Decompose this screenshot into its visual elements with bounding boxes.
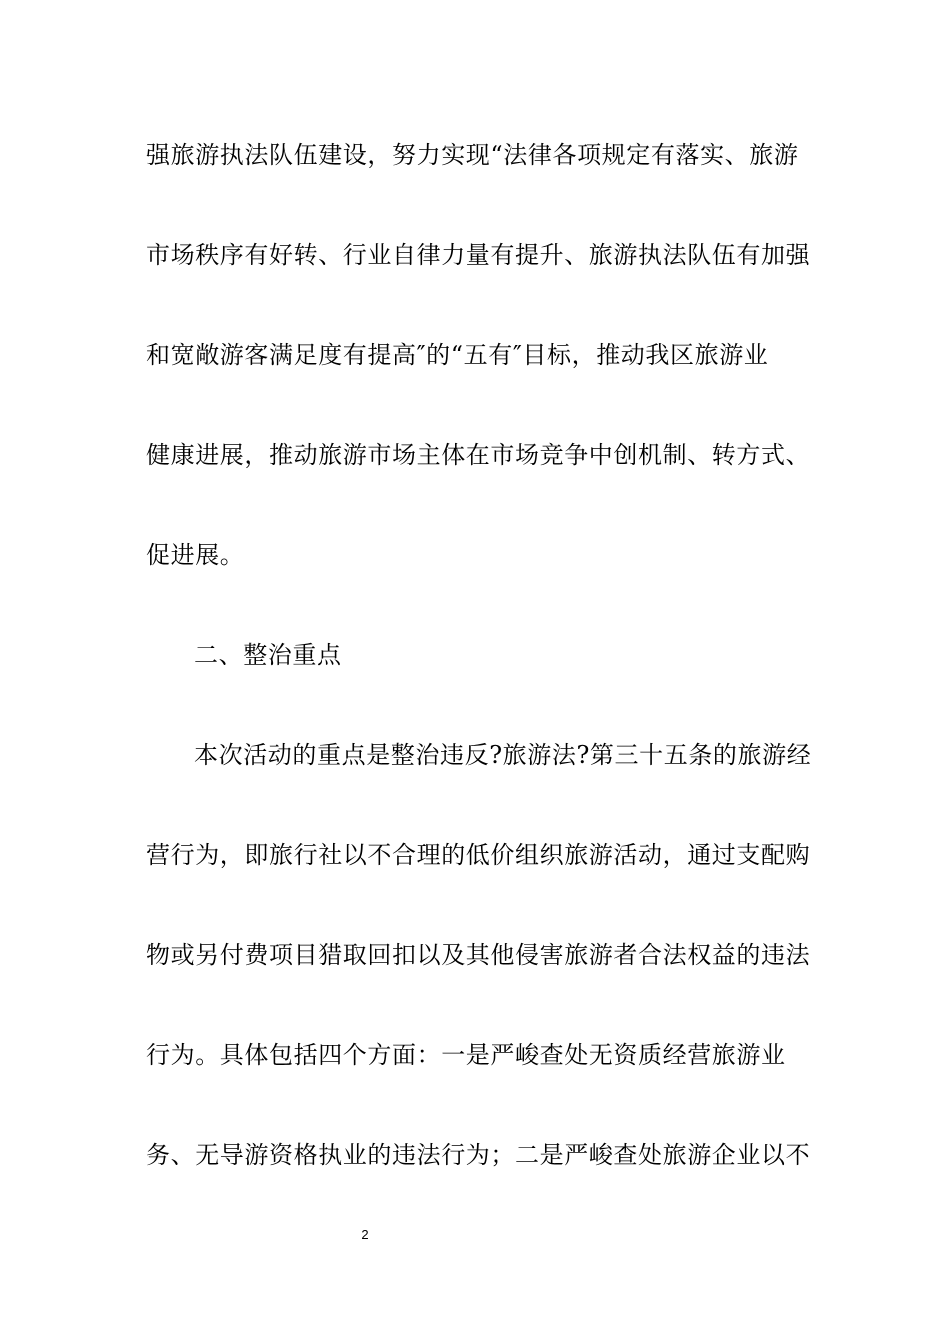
paragraph-line: 促进展。 [146,541,245,569]
page-number: 2 [361,1227,369,1242]
paragraph-line: 本次活动的重点是整治违反?旅游法?第三十五条的旅游经 [194,741,812,769]
paragraph-line: 行为。具体包括四个方面：一是严峻查处无资质经营旅游业 [146,1041,786,1069]
paragraph-line: 物或另付费项目猎取回扣以及其他侵害旅游者合法权益的违法 [146,941,811,969]
paragraph-line: 和宽敞游客满足度有提高″的“五有″目标，推动我区旅游业 [146,341,769,369]
paragraph-line: 营行为，即旅行社以不合理的低价组织旅游活动，通过支配购 [146,841,811,869]
paragraph-line: 务、无导游资格执业的违法行为；二是严峻查处旅游企业以不 [146,1141,811,1169]
section-heading: 二、整治重点 [194,641,342,669]
paragraph-line: 强旅游执法队伍建设，努力实现“法律各项规定有落实、旅游 [146,141,799,169]
paragraph-line: 健康进展，推动旅游市场主体在市场竞争中创机制、转方式、 [146,441,811,469]
paragraph-line: 市场秩序有好转、行业自律力量有提升、旅游执法队伍有加强 [146,241,811,269]
